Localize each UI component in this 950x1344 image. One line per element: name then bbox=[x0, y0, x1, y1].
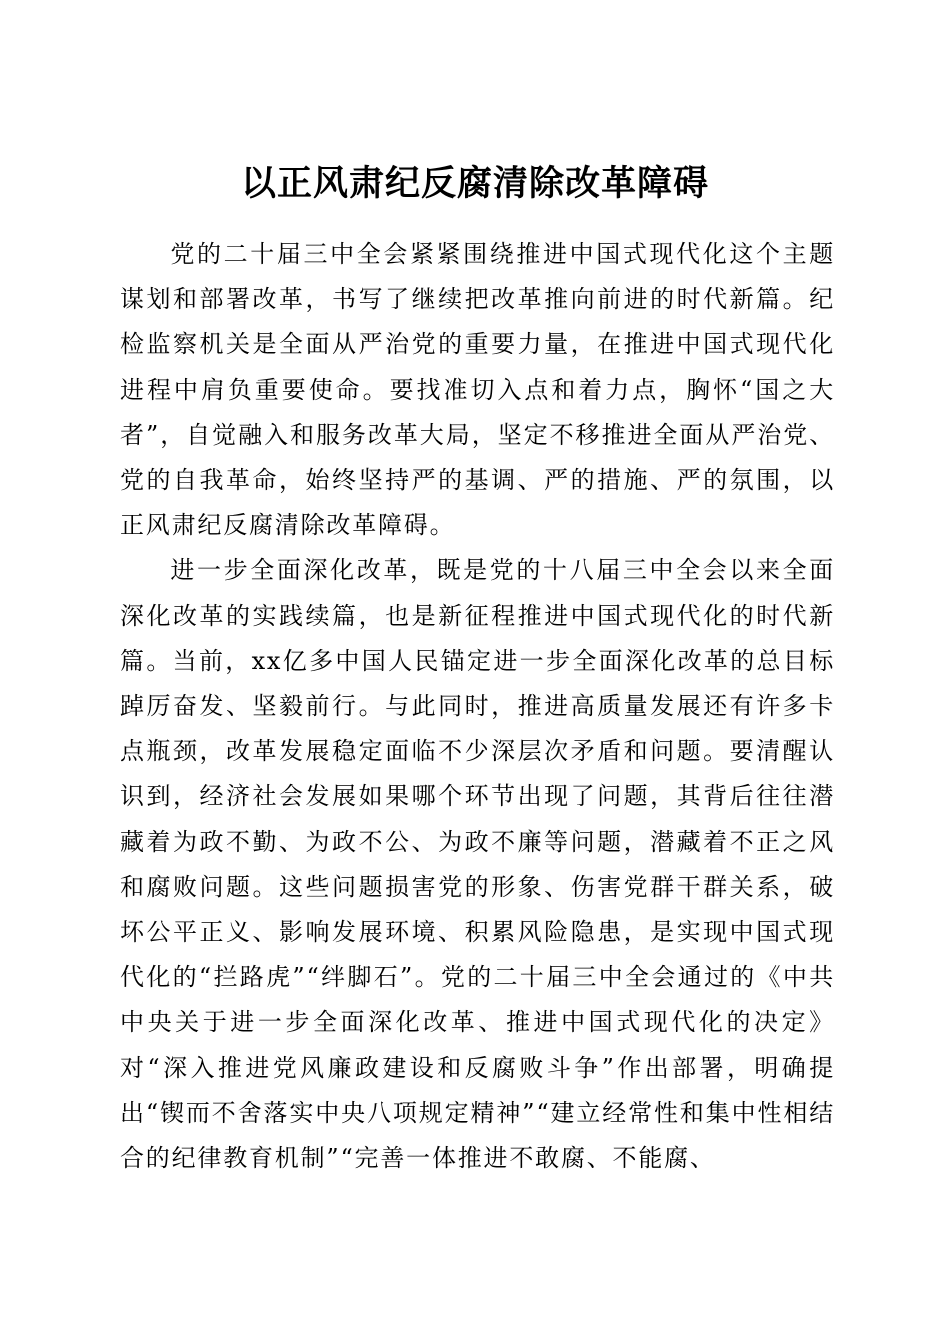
paragraph-2: 进一步全面深化改革，既是党的十八届三中全会以来全面深化改革的实践续篇，也是新征程推进中国式现代化的时代新篇。当前，xx亿多中国人民锚定进一步全面深化改革的总目标踔厉奋发、坚毅前行。与此同时，推进高质量发展还有许多卡点瓶颈，改革发展稳定面临不少深层次矛盾和问题。要清醒认识到，经济社会发展如果哪个环节出现了问题，其背后往往潜藏着为政不勤、为政不公、为政不廉等问题，潜藏着不正之风和腐败问题。这些问题损害党的形象、伤害党群干群关系，破坏公平正义、影响发展环境、积累风险隐患，是实现中国式现代化的“拦路虎”“绊脚石”。党的二十届三中全会通过的《中共中央关于进一步全面深化改革、推进中国式现代化的决定》对“深入推进党风廉政建设和反腐败斗争”作出部署，明确提出“锲而不舍落实中央八项规定精神”“建立经常性和集中性相结合的纪律教育机制”“完善一体推进不敢腐、不能腐、 bbox=[120, 556, 835, 1173]
paragraph-1: 党的二十届三中全会紧紧围绕推进中国式现代化这个主题谋划和部署改革，书写了继续把改革推向前进的时代新篇。纪检监察机关是全面从严治党的重要力量，在推进中国式现代化进程中肩负重要使命。要找准切入点和着力点，胸怀“国之大者”，自觉融入和服务改革大局，坚定不移推进全面从严治党、党的自我革命，始终坚持严的基调、严的措施、严的氛围，以正风肃纪反腐清除改革障碍。 bbox=[120, 240, 835, 540]
document-title: 以正风肃纪反腐清除改革障碍 bbox=[240, 163, 709, 205]
document-body bbox=[120, 232, 835, 1181]
